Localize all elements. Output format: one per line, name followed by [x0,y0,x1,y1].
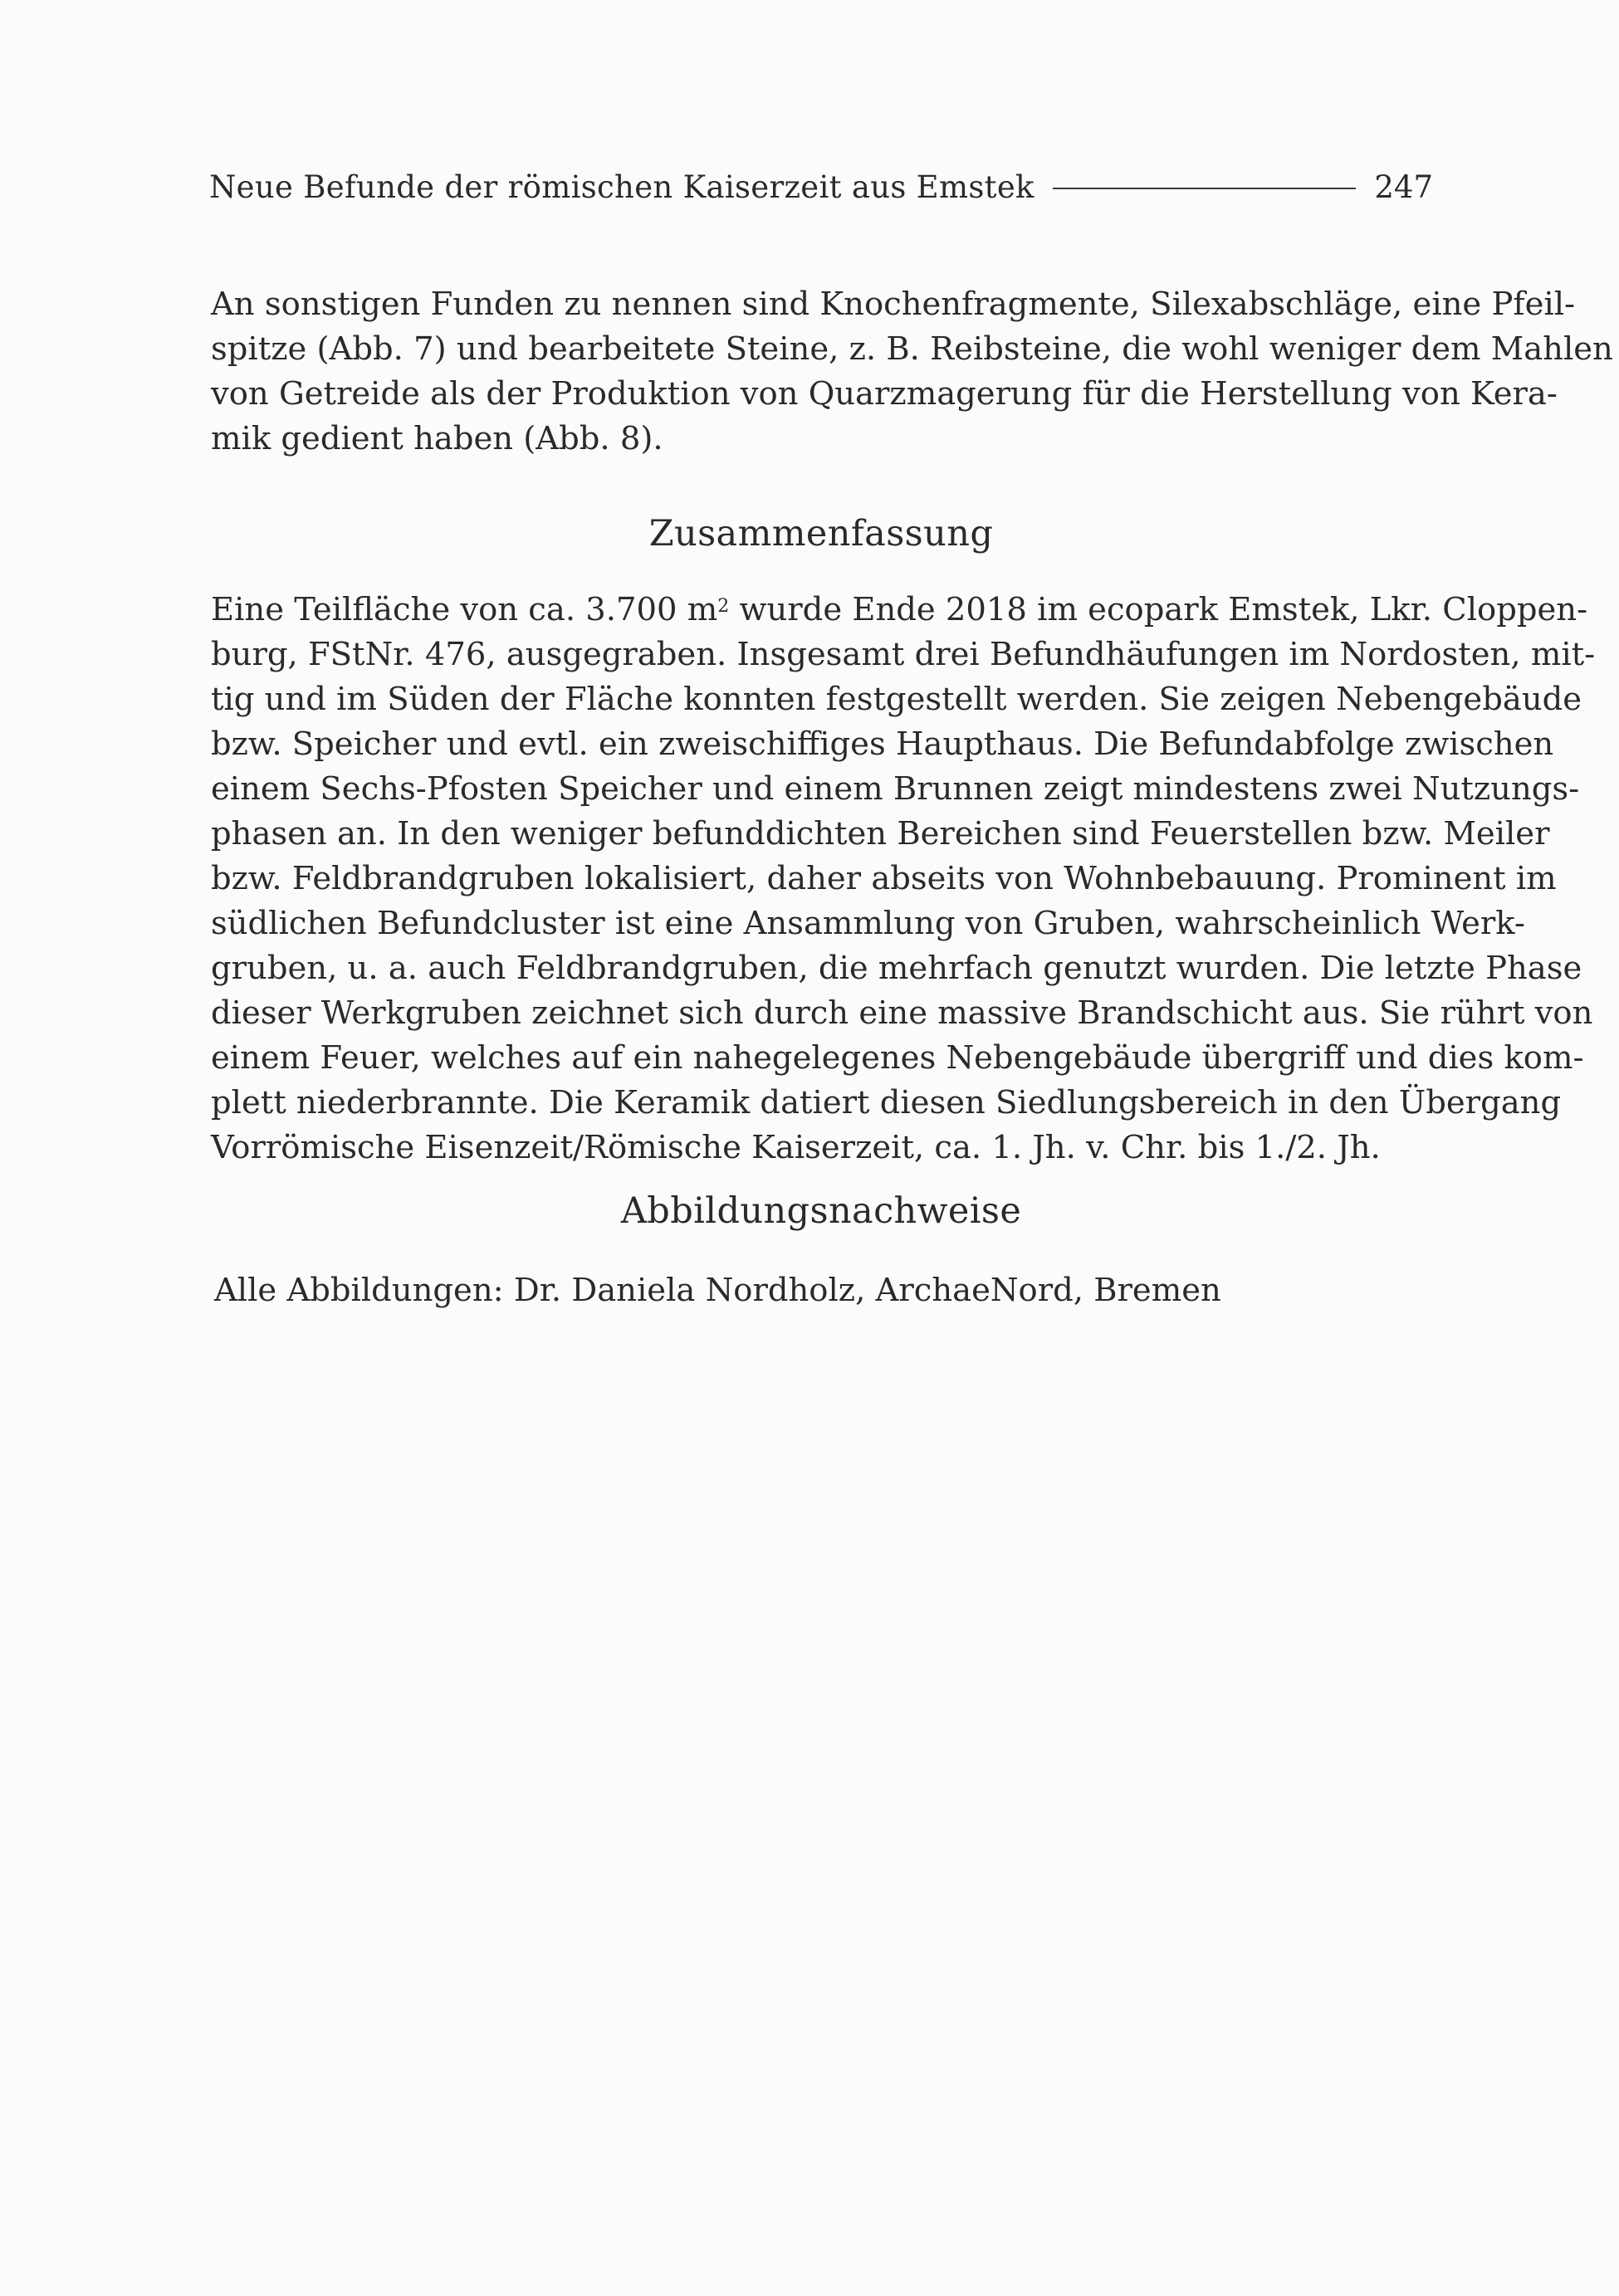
paragraph-line: phasen an. In den weniger befunddichten Bereichen sind Feuerstellen bzw. Meiler [211,815,1550,852]
paragraph-line [211,588,1588,633]
paragraph-line: mik gedient haben (Abb. 8). [211,420,663,457]
credits-text: Alle Abbildungen: Dr. Daniela Nordholz, ArchaeNord, Bremen [214,1272,1221,1309]
summary-paragraph [211,588,1596,1170]
paragraph-line: An sonstigen Funden zu nennen sind Knochenfragmente, Silexabschläge, eine Pfeil- [211,286,1576,323]
intro-paragraph [211,282,1613,462]
paragraph-line: von Getreide als der Produktion von Quarzmagerung für die Herstellung von Kera- [211,375,1558,413]
line-text: Eine Teilfläche von ca. 3.700 m [211,591,718,628]
paragraph-line: südlichen Befundcluster ist eine Ansammlung von Gruben, wahrscheinlich Werk- [211,905,1525,942]
paragraph-line: gruben, u. a. auch Feldbrandgruben, die mehrfach genutzt wurden. Die letzte Phase [211,950,1582,987]
paragraph-line: plett niederbrannte. Die Keramik datiert diesen Siedlungsbereich in den Übergang [211,1084,1562,1121]
running-header [209,169,1433,205]
superscript: 2 [717,596,730,617]
paragraph-line: burg, FStNr. 476, ausgegraben. Insgesamt drei Befundhäufungen im Nordosten, mit- [211,636,1596,673]
credits-heading: Abbildungsnachweise [620,1190,1022,1232]
paragraph-line: tig und im Süden der Fläche konnten festgestellt werden. Sie zeigen Nebengebäude [211,681,1582,718]
line-text: wurde Ende 2018 im ecopark Emstek, Lkr. Cloppen- [729,591,1588,628]
paragraph-line: spitze (Abb. 7) und bearbeitete Steine, z. B. Reibsteine, die wohl weniger dem Mahlen [211,330,1613,368]
summary-heading: Zusammenfassung [648,513,994,554]
paragraph-line: bzw. Speicher und evtl. ein zweischiffiges Haupthaus. Die Befundabfolge zwischen [211,725,1554,763]
paragraph-line: einem Feuer, welches auf ein nahegelegenes Nebengebäude übergriff und dies kom- [211,1039,1584,1077]
paragraph-line: bzw. Feldbrandgruben lokalisiert, daher abseits von Wohnbebauung. Prominent im [211,860,1557,897]
running-title: Neue Befunde der römischen Kaiserzeit aus Emstek [209,169,1034,205]
header-rule [1053,188,1357,189]
paragraph-line: dieser Werkgruben zeichnet sich durch eine massive Brandschicht aus. Sie rührt von [211,994,1593,1032]
paragraph-line: einem Sechs-Pfosten Speicher und einem Brunnen zeigt mindestens zwei Nutzungs- [211,770,1580,808]
paragraph-line: Vorrömische Eisenzeit/Römische Kaiserzeit, ca. 1. Jh. v. Chr. bis 1./2. Jh. [211,1129,1381,1166]
page-number: 247 [1374,169,1433,205]
